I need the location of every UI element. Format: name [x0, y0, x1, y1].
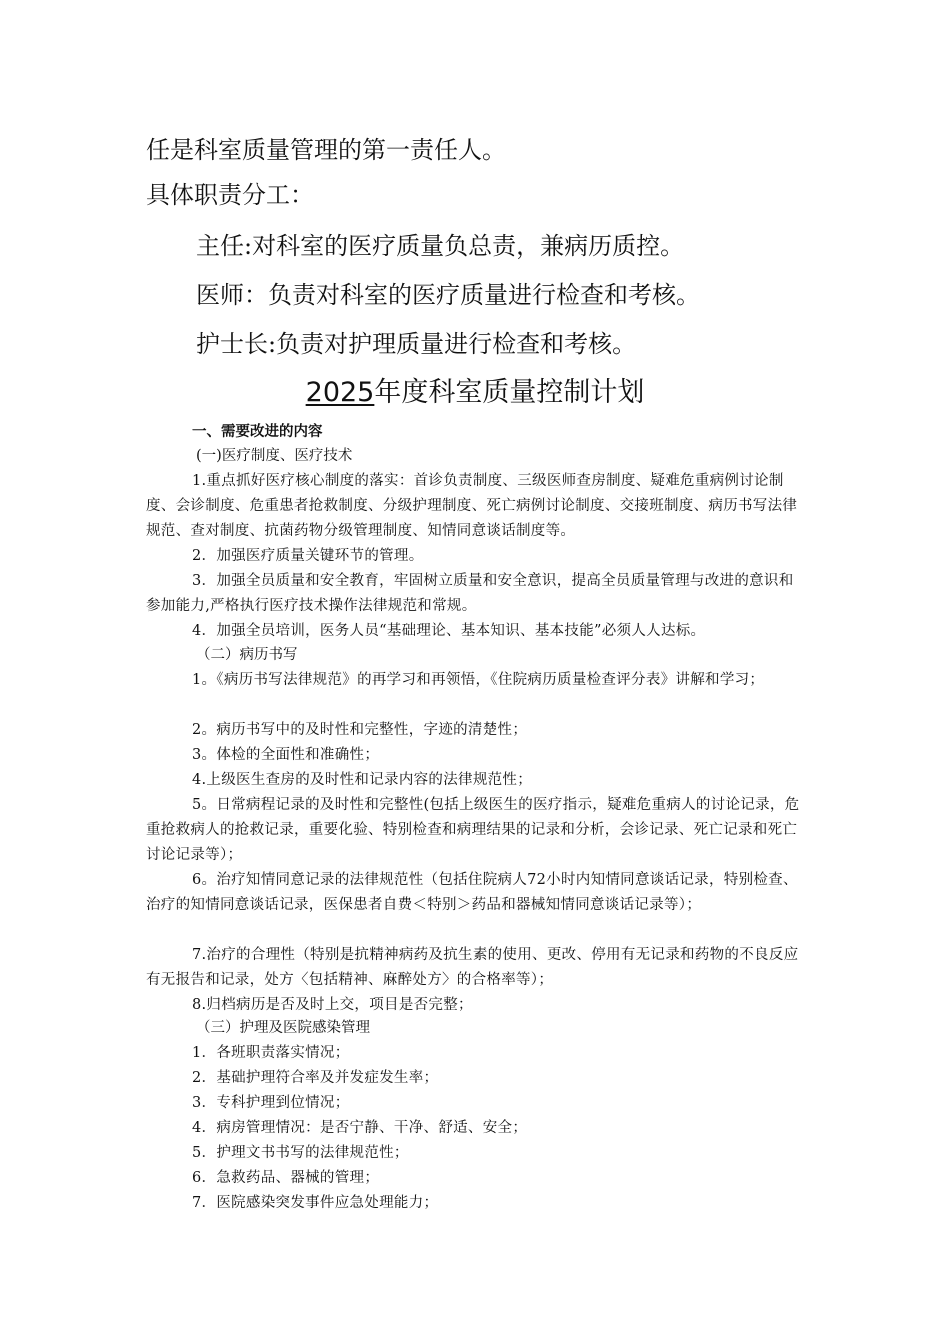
- intro-line-1: 任是科室质量管理的第一责任人。: [146, 136, 506, 164]
- list-item: 2．加强医疗质量关键环节的管理。: [192, 548, 424, 564]
- title-year: 2025: [305, 377, 375, 408]
- list-item: 6。治疗知情同意记录的法律规范性（包括住院病人72小时内知情同意谈话记录，特别检查、治疗的知情同意谈话记录，医保患者自费＜特别＞药品和器械知情同意谈话记录等）；: [146, 872, 798, 913]
- list-item: 7.治疗的合理性（特别是抗精神病药及抗生素的使用、更改、停用有无记录和药物的不良反应有无报告和记录，处方〈包括精神、麻醉处方〉的合格率等）；: [146, 947, 799, 988]
- list-item: 6．急救药品、器械的管理；: [192, 1170, 380, 1186]
- section-heading: 一、需要改进的内容: [192, 424, 323, 440]
- intro-line-2: 具体职责分工：: [146, 181, 314, 209]
- list-item: 3。体检的全面性和准确性；: [192, 747, 380, 763]
- list-item: 4．加强全员培训，医务人员“基础理论、基本知识、基本技能”必须人人达标。: [192, 623, 706, 639]
- list-item: 5。日常病程记录的及时性和完整性(包括上级医生的医疗指示，疑难危重病人的讨论记录，危重抢救病人的抢救记录，重要化验、特别检查和病理结果的记录和分析，会诊记录、死亡记录和死亡讨论记录等）；: [146, 797, 800, 863]
- list-item: 7．医院感染突发事件应急处理能力；: [192, 1195, 439, 1211]
- subsection-heading-2: （二）病历书写: [196, 647, 298, 663]
- duty-head-nurse: 护士长:负责对护理质量进行检查和考核。: [196, 330, 637, 358]
- list-item: 5．护理文书书写的法律规范性；: [192, 1145, 409, 1161]
- list-item: 2。病历书写中的及时性和完整性，字迹的清楚性；: [192, 722, 528, 738]
- list-item: 8.归档病历是否及时上交，项目是否完整；: [192, 997, 473, 1013]
- page-title: [0, 375, 950, 411]
- list-item: 3．专科护理到位情况；: [192, 1095, 350, 1111]
- list-item: 1。《病历书写法律规范》的再学习和再领悟，《住院病历质量检查评分表》讲解和学习；: [192, 672, 765, 688]
- list-item: 3．加强全员质量和安全教育，牢固树立质量和安全意识，提高全员质量管理与改进的意识和参加能力,严格执行医疗技术操作法律规范和常规。: [146, 573, 794, 614]
- list-item: 1.重点抓好医疗核心制度的落实：首诊负责制度、三级医师查房制度、疑难危重病例讨论制度、会诊制度、危重患者抢救制度、分级护理制度、死亡病例讨论制度、交接班制度、病历书写法律规范、查对制度、抗菌药物分级管理制度、知情同意谈话制度等。: [146, 473, 798, 539]
- list-item: 4．病房管理情况：是否宁静、干净、舒适、安全；: [192, 1120, 528, 1136]
- list-item: 4.上级医生查房的及时性和记录内容的法律规范性；: [192, 772, 533, 788]
- duty-director: 主任:对科室的医疗质量负总责，兼病历质控。: [196, 232, 685, 260]
- list-item: 1．各班职责落实情况；: [192, 1045, 350, 1061]
- title-text: 年度科室质量控制计划: [374, 377, 645, 408]
- subsection-heading-3: （三）护理及医院感染管理: [196, 1020, 370, 1036]
- subsection-heading-1: (一)医疗制度、医疗技术: [196, 448, 353, 464]
- list-item: 2．基础护理符合率及并发症发生率；: [192, 1070, 439, 1086]
- duty-physician: 医师：负责对科室的医疗质量进行检查和考核。: [196, 281, 700, 309]
